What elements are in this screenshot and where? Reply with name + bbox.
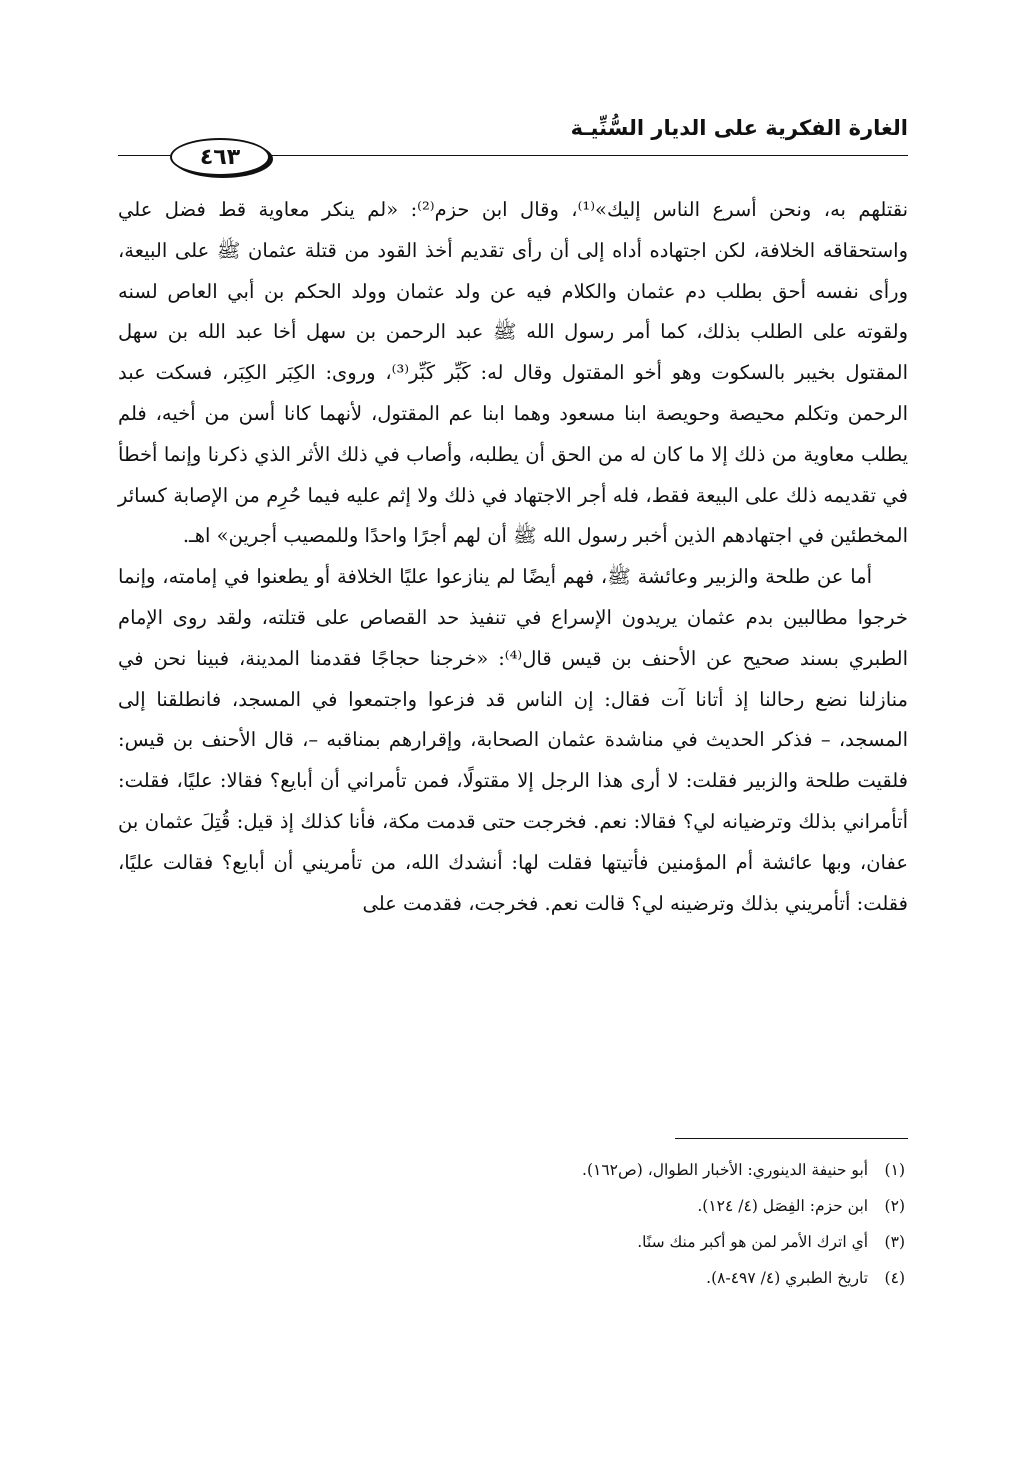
- footnote-text: أبو حنيفة الدينوري: الأخبار الطوال، (ص١٦٢).: [582, 1161, 869, 1179]
- footnote-separator: [675, 1138, 908, 1139]
- footnote-number: (٤): [884, 1269, 905, 1287]
- running-title: الغارة الفكرية على الديار السُّنِّيـة: [570, 116, 908, 140]
- footnote-number: (١): [884, 1161, 905, 1179]
- footnote-number: (٣): [884, 1233, 905, 1251]
- footnotes: [125, 1152, 905, 1296]
- footnote-1: [125, 1152, 905, 1188]
- footnote-text: أي اترك الأمر لمن هو أكبر منك سنًا.: [637, 1233, 869, 1251]
- footnote-number: (٢): [884, 1197, 905, 1215]
- footnote-3: [125, 1224, 905, 1260]
- footnote-text: ابن حزم: الفِصَل (٤/ ١٢٤).: [697, 1197, 869, 1215]
- page-header: [118, 108, 908, 168]
- footnote-4: [125, 1260, 905, 1296]
- page-number-badge: [170, 138, 270, 176]
- paragraph-2: أما عن طلحة والزبير وعائشة ﷺ، فهم أيضًا لم ينازعوا عليًا الخلافة أو يطعنوا في إمامته، وإنما خرجوا مطالبين بدم عثمان يريدون الإسراع في تنفيذ حد القصاص على قتلته، ولقد روى الإمام الطبري بسند صحيح عن الأحنف بن قيس قال⁽⁴⁾: «خرجنا حجاجًا فقدمنا المدينة، فبينا نحن في منازلنا نضع رحالنا إذ أتانا آت فقال: إن الناس قد فزعوا واجتمعوا في المسجد، فانطلقنا إلى المسجد، – فذكر الحديث في مناشدة عثمان الصحابة، وإقرارهم بمناقبه –، قال الأحنف بن قيس: فلقيت طلحة والزبير فقلت: لا أرى هذا الرجل إلا مقتولًا، فمن تأمراني أن أبايع؟ فقالا: عليًا، فقلت: أتأمراني بذلك وترضيانه لي؟ فقالا: نعم. فخرجت حتى قدمت مكة، فأنا كذلك إذ قيل: قُتِلَ عثمان بن عفان، وبها عائشة أم المؤمنين فأتيتها فقلت لها: أنشدك الله، من تأمريني أن أبايع؟ فقالت عليًا، فقلت: أتأمريني بذلك وترضينه لي؟ قالت نعم. فخرجت، فقدمت على: [118, 565, 908, 915]
- footnote-2: [125, 1188, 905, 1224]
- footnote-text: تاريخ الطبري (٤/ ٤٩٧-٨).: [706, 1269, 869, 1287]
- main-text: [118, 190, 908, 924]
- paragraph-1: نقتلهم به، ونحن أسرع الناس إليك»⁽¹⁾، وقال ابن حزم⁽²⁾: «لم ينكر معاوية قط فضل علي واستحقاقه الخلافة، لكن اجتهاده أداه إلى أن رأى تقديم أخذ القود من قتلة عثمان ﷺ على البيعة، ورأى نفسه أحق بطلب دم عثمان والكلام فيه عن ولد عثمان وولد الحكم بن أبي العاص لسنه ولقوته على الطلب بذلك، كما أمر رسول الله ﷺ عبد الرحمن بن سهل أخا عبد الله بن سهل المقتول بخيبر بالسكوت وهو أخو المقتول وقال له: كَبِّر كَبِّر⁽³⁾، وروى: الكِبَر الكِبَر، فسكت عبد الرحمن وتكلم محيصة وحويصة ابنا مسعود وهما ابنا عم المقتول، لأنهما كانا أسن من أخيه، فلم يطلب معاوية من ذلك إلا ما كان له من الحق أن يطلبه، وأصاب في ذلك الأثر الذي ذكرنا وإنما أخطأ في تقديمه ذلك على البيعة فقط، فله أجر الاجتهاد في ذلك ولا إثم عليه فيما حُرِم من الإصابة كسائر المخطئين في اجتهادهم الذين أخبر رسول الله ﷺ أن لهم أجرًا واحدًا وللمصيب أجرين» اهـ.: [118, 198, 908, 548]
- page-number: ٤٦٣: [199, 144, 241, 170]
